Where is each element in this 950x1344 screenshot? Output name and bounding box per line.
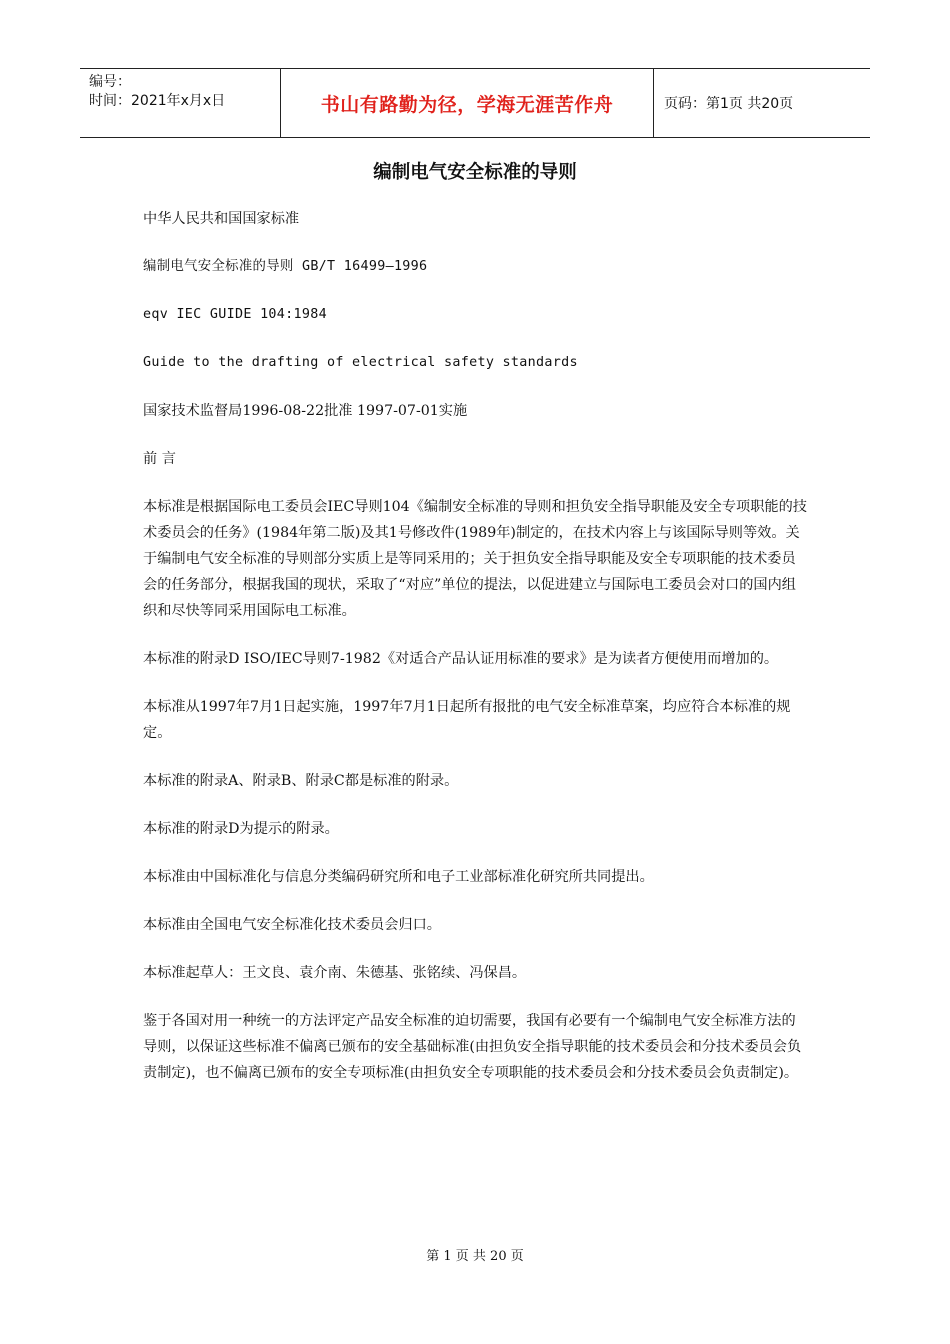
header-page-info: 页码：第1页 共20页 bbox=[664, 96, 794, 112]
section-heading: 前 言 bbox=[143, 451, 176, 467]
paragraph: 本标准由中国标准化与信息分类编码研究所和电子工业部标准化研究所共同提出。 bbox=[143, 869, 654, 885]
document-body bbox=[143, 206, 808, 1108]
paragraph: 本标准的附录A、附录B、附录C都是标准的附录。 bbox=[143, 773, 459, 789]
document-number-label: 编号： bbox=[89, 74, 131, 90]
paragraph: Guide to the drafting of electrical safety standards bbox=[143, 355, 578, 370]
paragraph: 本标准的附录D为提示的附录。 bbox=[143, 821, 339, 837]
paragraph: 国家技术监督局1996-08-22批准 1997-07-01实施 bbox=[143, 403, 468, 419]
paragraph: 鉴于各国对用一种统一的方法评定产品安全标准的迫切需要，我国有必要有一个编制电气安全标准方法的导则，以保证这些标准不偏离已颁布的安全基础标准(由担负安全指导职能的技术委员会和分技术委员会负责制定)，也不偏离已颁布的安全专项标准(由担负安全专项职能的技术委员会和分技术委员会负责制定)。 bbox=[143, 1013, 802, 1081]
header-slogan: 书山有路勤为径，学海无涯苦作舟 bbox=[320, 93, 614, 116]
paragraph: 本标准从1997年7月1日起实施，1997年7月1日起所有报批的电气安全标准草案，均应符合本标准的规定。 bbox=[143, 699, 791, 741]
header-meta-cell bbox=[80, 69, 281, 137]
paragraph: 本标准起草人：王文良、袁介南、朱德基、张铭续、冯保昌。 bbox=[143, 965, 527, 981]
header-slogan-cell bbox=[281, 69, 654, 137]
page-header bbox=[80, 68, 870, 138]
paragraph: 编制电气安全标准的导则 GB/T 16499—1996 bbox=[143, 259, 428, 274]
paragraph: 中华人民共和国国家标准 bbox=[143, 211, 300, 227]
paragraph: 本标准的附录D ISO/IEC导则7-1982《对适合产品认证用标准的要求》是为读者方便使用而增加的。 bbox=[143, 651, 779, 667]
paragraph: 本标准是根据国际电工委员会IEC导则104《编制安全标准的导则和担负安全指导职能及安全专项职能的技术委员会的任务》(1984年第二版)及其1号修改件(1989年)制定的，在技术内容上与该国际导则等效。关于编制电气安全标准的导则部分实质上是等同采用的；关于担负安全指导职能及安全专项职能的技术委员会的任务部分，根据我国的现状，采取了“对应”单位的提法，以促进建立与国际电工委员会对口的国内组织和尽快等同采用国际电工标准。 bbox=[143, 499, 807, 619]
paragraph: eqv IEC GUIDE 104:1984 bbox=[143, 307, 327, 322]
page-footer: 第 1 页 共 20 页 bbox=[426, 1249, 524, 1264]
paragraph: 本标准由全国电气安全标准化技术委员会归口。 bbox=[143, 917, 441, 933]
document-title: 编制电气安全标准的导则 bbox=[373, 162, 577, 183]
document-time-label: 时间：2021年x月x日 bbox=[89, 93, 226, 109]
